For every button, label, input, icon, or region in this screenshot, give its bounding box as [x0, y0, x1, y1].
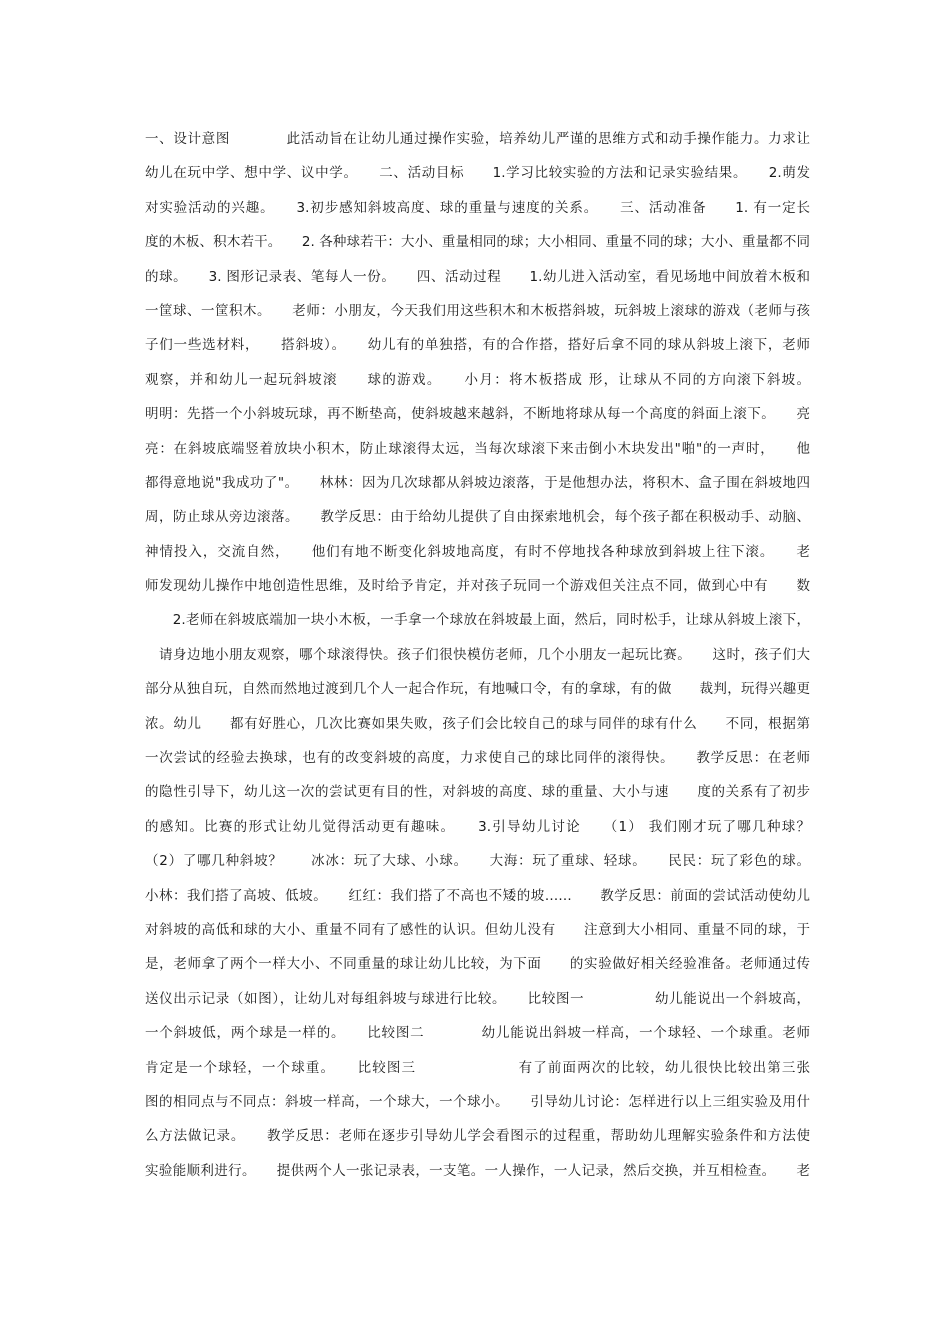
text-line: 小林：我们搭了高坡、低坡。 红红：我们搭了不高也不矮的坡…… 教学反思：前面的尝试活动使幼儿	[145, 887, 810, 904]
text-line: 么方法做记录。 教学反思：老师在逐步引导幼儿学会看图示的过程重，帮助幼儿理解实验条件和方法使	[145, 1128, 810, 1145]
text-line: 神情投入，交流自然， 他们有地不断变化斜坡地高度，有时不停地找各种球放到斜坡上往下滚。 老	[145, 543, 810, 560]
text-line: 一、设计意图 此活动旨在让幼儿通过操作实验，培养幼儿严谨的思维方式和动手操作能力。力求让	[145, 131, 810, 147]
text-line: 度的木板、积木若干。 2. 各种球若干：大小、重量相同的球；大小相同、重量不同的球；大小、重量都不同	[145, 234, 810, 251]
text-line: 周，防止球从旁边滚落。 教学反思：由于给幼儿提供了自由探索地机会，每个孩子都在积极动手、动脑、	[145, 509, 810, 526]
text-line: 都得意地说"我成功了"。 林林：因为几次球都从斜坡边滚落，于是他想办法，将积木、盒子围在斜坡地四	[145, 474, 810, 491]
text-line: 2.老师在斜坡底端加一块小木板，一手拿一个球放在斜坡最上面，然后，同时松手，让球从斜坡上滚下，	[145, 612, 810, 629]
text-line: 是，老师拿了两个一样大小、不同重量的球让幼儿比较，为下面 的实验做好相关经验准备。老师通过传	[145, 956, 810, 973]
text-line: 对斜坡的高低和球的大小、重量不同有了感性的认识。但幼儿没有 注意到大小相同、重量不同的球，于	[145, 921, 810, 938]
text-line: 浓。幼儿 都有好胜心，几次比赛如果失败，孩子们会比较自己的球与同伴的球有什么 不同，根据第	[145, 715, 810, 732]
text-line: 幼儿在玩中学、想中学、议中学。 二、活动目标 1.学习比较实验的方法和记录实验结果。 2.萌发	[145, 165, 810, 182]
text-line: 的隐性引导下，幼儿这一次的尝试更有目的性，对斜坡的高度、球的重量、大小与速 度的关系有了初步	[145, 784, 810, 801]
text-line: 一次尝试的经验去换球，也有的改变斜坡的高度，力求使自己的球比同伴的滚得快。 教学反思：在老师	[145, 750, 810, 767]
text-line: 亮：在斜坡底端竖着放块小积木，防止球滚得太远，当每次球滚下来击倒小木块发出"啪"的一声时， 他	[145, 440, 810, 457]
text-line: 师发现幼儿操作中地创造性思维，及时给予肯定，并对孩子玩同一个游戏但关注点不同，做到心中有 数	[145, 578, 810, 595]
text-line: 对实验活动的兴趣。 3.初步感知斜坡高度、球的重量与速度的关系。 三、活动准备 1. 有一定长	[145, 199, 810, 216]
document-body	[145, 122, 810, 1188]
text-line: 送仪出示记录（如图），让幼儿对每组斜坡与球进行比较。 比较图一 幼儿能说出一个斜坡高，	[145, 990, 810, 1007]
text-line: 请身边地小朋友观察，哪个球滚得快。孩子们很快模仿老师，几个小朋友一起玩比赛。 这时，孩子们大	[145, 646, 810, 663]
text-line: 观察，并和幼儿一起玩斜坡滚 球的游戏。 小月：将木板搭成 形，让球从不同的方向滚下斜坡。	[145, 371, 810, 388]
text-line: 明明：先搭一个小斜坡玩球，再不断垫高，使斜坡越来越斜，不断地将球从每一个高度的斜面上滚下。 亮	[145, 406, 810, 423]
text-line: 图的相同点与不同点：斜坡一样高，一个球大，一个球小。 引导幼儿讨论：怎样进行以上三组实验及用什	[145, 1093, 810, 1110]
text-line: 子们一些选材料， 搭斜坡）。 幼儿有的单独搭，有的合作搭，搭好后拿不同的球从斜坡上滚下，老师	[145, 337, 810, 354]
text-line: 一筐球、一筐积木。 老师：小朋友，今天我们用这些积木和木板搭斜坡，玩斜坡上滚球的游戏（老师与孩	[145, 302, 810, 319]
text-line: 的感知。比赛的形式让幼儿觉得活动更有趣味。 3.引导幼儿讨论 （1） 我们刚才玩了哪几种球？	[145, 818, 810, 835]
text-line: 的球。 3. 图形记录表、笔每人一份。 四、活动过程 1.幼儿进入活动室，看见场地中间放着木板和	[145, 268, 810, 285]
text-line: 肯定是一个球轻，一个球重。 比较图三 有了前面两次的比较，幼儿很快比较出第三张	[145, 1059, 810, 1076]
text-line: 部分从独自玩，自然而然地过渡到几个人一起合作玩，有地喊口令，有的拿球，有的做 裁判，玩得兴趣更	[145, 681, 810, 698]
text-line: （2）了哪几种斜坡？ 冰冰：玩了大球、小球。 大海：玩了重球、轻球。 民民：玩了彩色的球。	[145, 853, 810, 870]
text-line: 实验能顺利进行。 提供两个人一张记录表，一支笔。一人操作，一人记录，然后交换，并互相检查。 老	[145, 1162, 810, 1179]
text-line: 一个斜坡低，两个球是一样的。 比较图二 幼儿能说出斜坡一样高，一个球轻、一个球重。老师	[145, 1025, 810, 1042]
